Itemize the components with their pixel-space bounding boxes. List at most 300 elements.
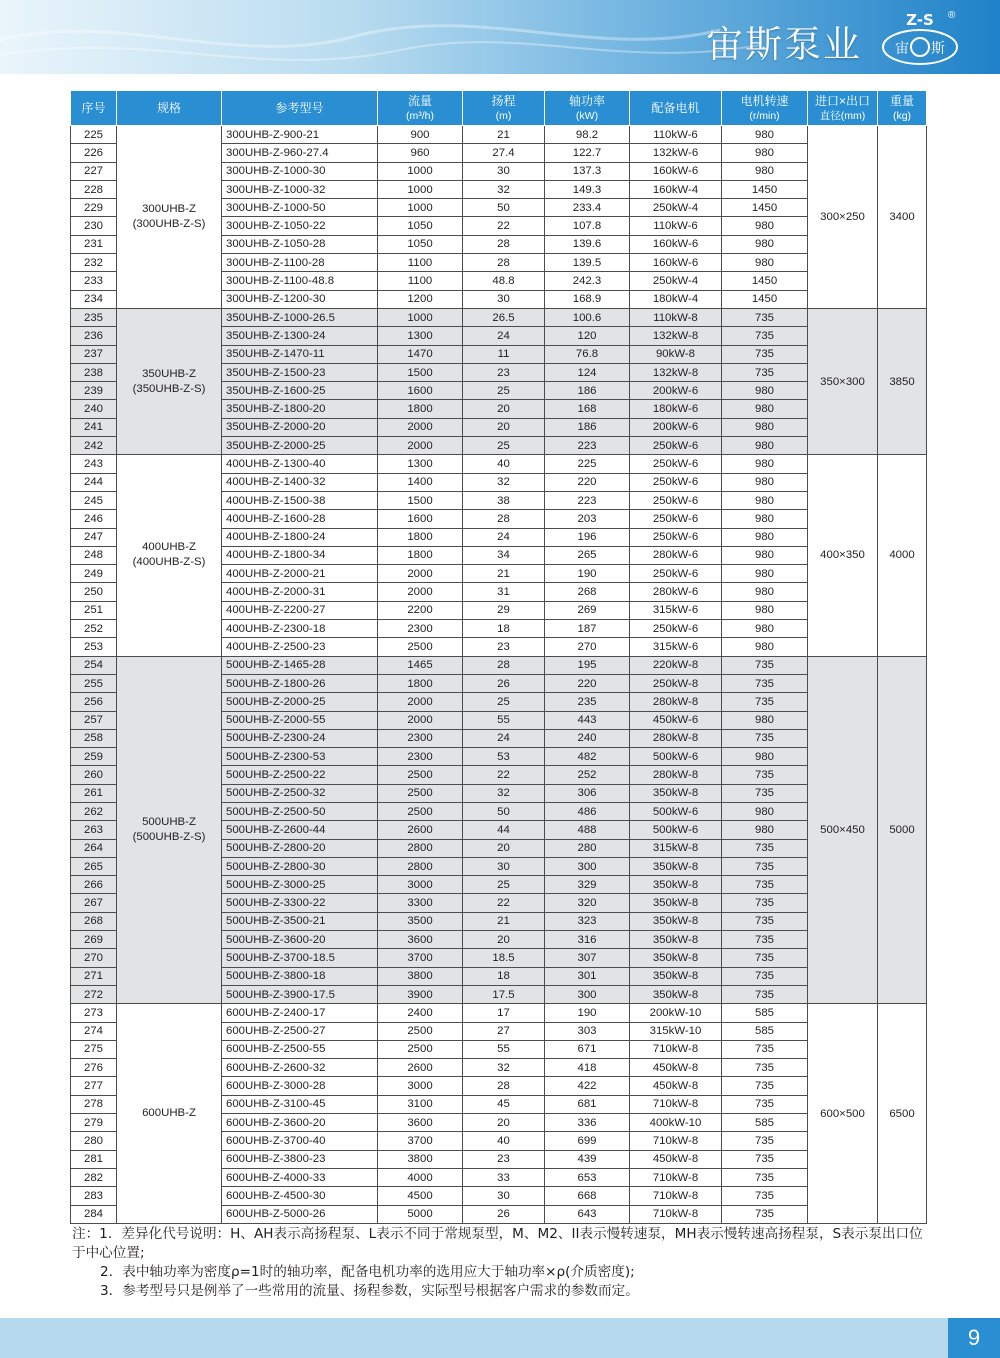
cell-motor: 180kW-6: [630, 400, 722, 418]
cell-motor: 160kW-6: [630, 162, 722, 180]
cell-model: 500UHB-Z-2300-53: [222, 748, 378, 766]
cell-head: 40: [463, 455, 545, 473]
cell-power: 643: [545, 1205, 630, 1223]
cell-head: 50: [463, 199, 545, 217]
cell-speed: 980: [722, 455, 808, 473]
cell-diameter: 350×300: [808, 308, 878, 454]
cell-motor: 250kW-6: [630, 437, 722, 455]
cell-motor: 200kW-6: [630, 382, 722, 400]
cell-no: 284: [71, 1205, 117, 1223]
cell-motor: 450kW-8: [630, 1077, 722, 1095]
spec-line: (500UHB-Z-S): [132, 830, 206, 843]
logo-bottom-text-left: 宙: [895, 41, 909, 57]
cell-speed: 735: [722, 1205, 808, 1223]
cell-flow: 2400: [378, 1004, 463, 1022]
cell-model: 300UHB-Z-1200-30: [222, 290, 378, 308]
cell-diameter: 600×500: [808, 1004, 878, 1224]
cell-no: 251: [71, 601, 117, 619]
table-group: [71, 1004, 927, 1224]
cell-flow: 3000: [378, 876, 463, 894]
spec-line: 600UHB-Z: [142, 1107, 196, 1120]
cell-flow: 2600: [378, 821, 463, 839]
cell-power: 439: [545, 1150, 630, 1168]
cell-power: 98.2: [545, 126, 630, 144]
cell-motor: 450kW-8: [630, 1150, 722, 1168]
cell-motor: 200kW-10: [630, 1004, 722, 1022]
cell-motor: 350kW-8: [630, 912, 722, 930]
cell-motor: 180kW-4: [630, 290, 722, 308]
cell-speed: 980: [722, 382, 808, 400]
cell-model: 500UHB-Z-2000-55: [222, 711, 378, 729]
cell-power: 306: [545, 784, 630, 802]
table-header: [71, 91, 927, 126]
cell-model: 400UHB-Z-2000-31: [222, 583, 378, 601]
cell-power: 203: [545, 510, 630, 528]
cell-motor: 450kW-6: [630, 711, 722, 729]
cell-power: 422: [545, 1077, 630, 1095]
cell-head: 25: [463, 876, 545, 894]
cell-flow: 1050: [378, 235, 463, 253]
cell-speed: 735: [722, 1077, 808, 1095]
cell-spec: [117, 1004, 222, 1224]
cell-power: 653: [545, 1168, 630, 1186]
cell-no: 246: [71, 510, 117, 528]
cell-flow: 3700: [378, 949, 463, 967]
cell-flow: 2600: [378, 1059, 463, 1077]
cell-flow: 1100: [378, 272, 463, 290]
cell-head: 23: [463, 363, 545, 381]
cell-power: 699: [545, 1132, 630, 1150]
cell-motor: 110kW-8: [630, 308, 722, 326]
cell-speed: 735: [722, 1132, 808, 1150]
cell-no: 236: [71, 327, 117, 345]
col-header-weight: 重量 (kg): [878, 91, 927, 126]
table-row: [71, 308, 927, 326]
cell-head: 40: [463, 1132, 545, 1150]
cell-head: 38: [463, 491, 545, 509]
cell-motor: 250kW-6: [630, 491, 722, 509]
cell-flow: 1800: [378, 546, 463, 564]
cell-model: 600UHB-Z-3600-20: [222, 1114, 378, 1132]
cell-power: 195: [545, 656, 630, 674]
cell-spec: [117, 308, 222, 454]
cell-flow: 3600: [378, 931, 463, 949]
cell-power: 120: [545, 327, 630, 345]
cell-flow: 2300: [378, 729, 463, 747]
note-1: 注：1．差异化代号说明：H、AH表示高扬程泵、L表示不同于常规泵型，M、M2、II表示慢转速泵，MH表示慢转速高扬程泵，S表示泵出口位于中心位置;: [72, 1226, 923, 1261]
cell-power: 301: [545, 967, 630, 985]
cell-power: 168.9: [545, 290, 630, 308]
cell-head: 18.5: [463, 949, 545, 967]
cell-model: 300UHB-Z-900-21: [222, 126, 378, 144]
spec-line: (350UHB-Z-S): [132, 382, 206, 395]
cell-speed: 980: [722, 565, 808, 583]
cell-speed: 585: [722, 1022, 808, 1040]
cell-motor: 350kW-8: [630, 967, 722, 985]
cell-power: 225: [545, 455, 630, 473]
cell-power: 220: [545, 674, 630, 692]
cell-head: 18: [463, 620, 545, 638]
cell-model: 600UHB-Z-3000-28: [222, 1077, 378, 1095]
cell-power: 190: [545, 565, 630, 583]
cell-power: 235: [545, 693, 630, 711]
cell-no: 265: [71, 857, 117, 875]
cell-head: 32: [463, 473, 545, 491]
cell-model: 500UHB-Z-2800-20: [222, 839, 378, 857]
cell-speed: 735: [722, 1187, 808, 1205]
page-footer: [0, 1318, 1000, 1358]
cell-head: 17.5: [463, 985, 545, 1003]
cell-weight: 6500: [878, 1004, 927, 1224]
cell-model: 350UHB-Z-2000-25: [222, 437, 378, 455]
cell-model: 400UHB-Z-2000-21: [222, 565, 378, 583]
spec-line: (400UHB-Z-S): [132, 556, 206, 569]
cell-model: 400UHB-Z-2500-23: [222, 638, 378, 656]
col-header-speed: 电机转速 (r/min): [722, 91, 808, 126]
cell-model: 500UHB-Z-2300-24: [222, 729, 378, 747]
cell-head: 22: [463, 894, 545, 912]
note-3: 3．参考型号只是例举了一些常用的流量、扬程参数，实际型号根据客户需求的参数而定。: [100, 1283, 639, 1299]
cell-head: 25: [463, 382, 545, 400]
cell-flow: 2500: [378, 784, 463, 802]
cell-no: 256: [71, 693, 117, 711]
cell-flow: 2000: [378, 437, 463, 455]
cell-model: 500UHB-Z-3500-21: [222, 912, 378, 930]
cell-flow: 1200: [378, 290, 463, 308]
cell-spec: [117, 656, 222, 1004]
cell-model: 500UHB-Z-2600-44: [222, 821, 378, 839]
cell-flow: 2500: [378, 1040, 463, 1058]
cell-model: 350UHB-Z-1600-25: [222, 382, 378, 400]
cell-model: 500UHB-Z-2800-30: [222, 857, 378, 875]
cell-flow: 2000: [378, 565, 463, 583]
cell-speed: 980: [722, 126, 808, 144]
brand-title: 宙斯泵业: [706, 23, 862, 66]
cell-head: 26: [463, 674, 545, 692]
cell-model: 600UHB-Z-3800-23: [222, 1150, 378, 1168]
cell-model: 500UHB-Z-3300-22: [222, 894, 378, 912]
cell-head: 29: [463, 601, 545, 619]
cell-motor: 160kW-6: [630, 235, 722, 253]
cell-speed: 735: [722, 1150, 808, 1168]
cell-head: 30: [463, 1187, 545, 1205]
cell-no: 280: [71, 1132, 117, 1150]
cell-motor: 280kW-6: [630, 546, 722, 564]
cell-model: 600UHB-Z-5000-26: [222, 1205, 378, 1223]
col-header-model: 参考型号: [222, 91, 378, 126]
cell-power: 336: [545, 1114, 630, 1132]
cell-speed: 980: [722, 528, 808, 546]
cell-motor: 132kW-8: [630, 363, 722, 381]
cell-flow: 1000: [378, 308, 463, 326]
cell-speed: 585: [722, 1004, 808, 1022]
cell-motor: 250kW-4: [630, 199, 722, 217]
cell-head: 44: [463, 821, 545, 839]
cell-flow: 1000: [378, 180, 463, 198]
cell-speed: 980: [722, 802, 808, 820]
cell-speed: 980: [722, 748, 808, 766]
cell-motor: 160kW-6: [630, 254, 722, 272]
cell-flow: 2500: [378, 638, 463, 656]
cell-speed: 735: [722, 1040, 808, 1058]
cell-model: 600UHB-Z-2500-55: [222, 1040, 378, 1058]
cell-no: 249: [71, 565, 117, 583]
cell-flow: 4500: [378, 1187, 463, 1205]
cell-head: 20: [463, 931, 545, 949]
col-header-no: 序号: [71, 91, 117, 126]
cell-no: 267: [71, 894, 117, 912]
cell-motor: 160kW-4: [630, 180, 722, 198]
cell-head: 24: [463, 327, 545, 345]
cell-flow: 3800: [378, 967, 463, 985]
cell-no: 235: [71, 308, 117, 326]
cell-power: 139.5: [545, 254, 630, 272]
cell-weight: 5000: [878, 656, 927, 1004]
cell-diameter: 500×450: [808, 656, 878, 1004]
cell-no: 283: [71, 1187, 117, 1205]
cell-speed: 735: [722, 931, 808, 949]
cell-speed: 735: [722, 894, 808, 912]
cell-model: 400UHB-Z-1800-34: [222, 546, 378, 564]
cell-no: 275: [71, 1040, 117, 1058]
cell-head: 28: [463, 510, 545, 528]
cell-no: 252: [71, 620, 117, 638]
cell-model: 500UHB-Z-1800-26: [222, 674, 378, 692]
cell-flow: 3100: [378, 1095, 463, 1113]
cell-power: 307: [545, 949, 630, 967]
cell-speed: 735: [722, 729, 808, 747]
col-header-flow: 流量 (m³/h): [378, 91, 463, 126]
cell-speed: 735: [722, 308, 808, 326]
cell-motor: 110kW-6: [630, 217, 722, 235]
cell-motor: 220kW-8: [630, 656, 722, 674]
cell-speed: 980: [722, 583, 808, 601]
cell-weight: 3850: [878, 308, 927, 454]
cell-no: 261: [71, 784, 117, 802]
cell-speed: 735: [722, 766, 808, 784]
cell-diameter: 400×350: [808, 455, 878, 656]
cell-power: 482: [545, 748, 630, 766]
cell-diameter: 300×250: [808, 126, 878, 309]
cell-motor: 350kW-8: [630, 876, 722, 894]
cell-speed: 980: [722, 437, 808, 455]
cell-no: 243: [71, 455, 117, 473]
cell-head: 32: [463, 784, 545, 802]
cell-no: 273: [71, 1004, 117, 1022]
cell-no: 228: [71, 180, 117, 198]
cell-no: 244: [71, 473, 117, 491]
cell-head: 11: [463, 345, 545, 363]
cell-no: 245: [71, 491, 117, 509]
cell-model: 350UHB-Z-1800-20: [222, 400, 378, 418]
cell-model: 500UHB-Z-3800-18: [222, 967, 378, 985]
cell-flow: 3300: [378, 894, 463, 912]
cell-head: 20: [463, 400, 545, 418]
spec-line: 350UHB-Z: [142, 367, 196, 380]
cell-head: 45: [463, 1095, 545, 1113]
table-group: [71, 656, 927, 1004]
page-header: [0, 0, 1000, 74]
cell-speed: 735: [722, 857, 808, 875]
cell-speed: 980: [722, 418, 808, 436]
table-group: [71, 308, 927, 454]
cell-model: 600UHB-Z-2400-17: [222, 1004, 378, 1022]
cell-motor: 200kW-6: [630, 418, 722, 436]
cell-speed: 735: [722, 949, 808, 967]
cell-power: 186: [545, 418, 630, 436]
cell-head: 34: [463, 546, 545, 564]
cell-head: 53: [463, 748, 545, 766]
cell-head: 28: [463, 656, 545, 674]
cell-head: 48.8: [463, 272, 545, 290]
cell-no: 271: [71, 967, 117, 985]
cell-motor: 500kW-6: [630, 748, 722, 766]
cell-motor: 500kW-6: [630, 821, 722, 839]
cell-no: 255: [71, 674, 117, 692]
spec-line: 300UHB-Z: [142, 202, 196, 215]
cell-no: 274: [71, 1022, 117, 1040]
col-header-spec: 规格: [117, 91, 222, 126]
table-group: [71, 126, 927, 309]
cell-no: 266: [71, 876, 117, 894]
cell-motor: 110kW-6: [630, 126, 722, 144]
cell-power: 443: [545, 711, 630, 729]
cell-power: 671: [545, 1040, 630, 1058]
cell-power: 418: [545, 1059, 630, 1077]
cell-speed: 735: [722, 363, 808, 381]
cell-no: 225: [71, 126, 117, 144]
cell-speed: 980: [722, 254, 808, 272]
cell-head: 32: [463, 180, 545, 198]
cell-power: 323: [545, 912, 630, 930]
cell-head: 26: [463, 1205, 545, 1223]
cell-speed: 585: [722, 1114, 808, 1132]
cell-speed: 735: [722, 876, 808, 894]
cell-model: 400UHB-Z-1300-40: [222, 455, 378, 473]
cell-no: 276: [71, 1059, 117, 1077]
cell-power: 190: [545, 1004, 630, 1022]
cell-model: 400UHB-Z-1400-32: [222, 473, 378, 491]
cell-flow: 1300: [378, 327, 463, 345]
cell-no: 264: [71, 839, 117, 857]
cell-motor: 250kW-4: [630, 272, 722, 290]
cell-no: 231: [71, 235, 117, 253]
cell-head: 26.5: [463, 308, 545, 326]
cell-power: 316: [545, 931, 630, 949]
cell-motor: 450kW-8: [630, 1059, 722, 1077]
cell-model: 400UHB-Z-1800-24: [222, 528, 378, 546]
cell-no: 234: [71, 290, 117, 308]
table-row: [71, 126, 927, 144]
cell-speed: 735: [722, 912, 808, 930]
cell-head: 25: [463, 693, 545, 711]
cell-model: 350UHB-Z-1470-11: [222, 345, 378, 363]
cell-motor: 350kW-8: [630, 949, 722, 967]
cell-power: 187: [545, 620, 630, 638]
cell-speed: 735: [722, 674, 808, 692]
cell-model: 600UHB-Z-2600-32: [222, 1059, 378, 1077]
cell-no: 242: [71, 437, 117, 455]
cell-motor: 710kW-8: [630, 1205, 722, 1223]
cell-spec: [117, 126, 222, 309]
cell-head: 25: [463, 437, 545, 455]
cell-head: 23: [463, 1150, 545, 1168]
cell-no: 277: [71, 1077, 117, 1095]
cell-speed: 735: [722, 656, 808, 674]
cell-head: 27: [463, 1022, 545, 1040]
cell-model: 400UHB-Z-2300-18: [222, 620, 378, 638]
cell-model: 350UHB-Z-1500-23: [222, 363, 378, 381]
cell-motor: 250kW-8: [630, 674, 722, 692]
cell-motor: 280kW-8: [630, 766, 722, 784]
cell-head: 31: [463, 583, 545, 601]
cell-model: 600UHB-Z-3100-45: [222, 1095, 378, 1113]
cell-power: 223: [545, 491, 630, 509]
cell-model: 500UHB-Z-3000-25: [222, 876, 378, 894]
cell-power: 329: [545, 876, 630, 894]
cell-flow: 1050: [378, 217, 463, 235]
cell-motor: 710kW-8: [630, 1168, 722, 1186]
cell-motor: 710kW-8: [630, 1187, 722, 1205]
cell-power: 252: [545, 766, 630, 784]
cell-speed: 1450: [722, 290, 808, 308]
cell-head: 23: [463, 638, 545, 656]
cell-flow: 1100: [378, 254, 463, 272]
cell-model: 300UHB-Z-1100-28: [222, 254, 378, 272]
cell-no: 262: [71, 802, 117, 820]
cell-flow: 1800: [378, 528, 463, 546]
cell-motor: 315kW-6: [630, 601, 722, 619]
cell-power: 107.8: [545, 217, 630, 235]
cell-flow: 2800: [378, 839, 463, 857]
cell-no: 259: [71, 748, 117, 766]
cell-power: 233.4: [545, 199, 630, 217]
cell-speed: 980: [722, 510, 808, 528]
cell-power: 303: [545, 1022, 630, 1040]
cell-model: 400UHB-Z-1500-38: [222, 491, 378, 509]
cell-motor: 250kW-6: [630, 510, 722, 528]
cell-model: 500UHB-Z-2500-22: [222, 766, 378, 784]
cell-no: 240: [71, 400, 117, 418]
cell-model: 300UHB-Z-1050-28: [222, 235, 378, 253]
cell-head: 22: [463, 217, 545, 235]
cell-model: 600UHB-Z-4500-30: [222, 1187, 378, 1205]
col-header-motor: 配备电机: [630, 91, 722, 126]
cell-power: 300: [545, 985, 630, 1003]
cell-no: 241: [71, 418, 117, 436]
cell-head: 21: [463, 912, 545, 930]
cell-model: 400UHB-Z-2200-27: [222, 601, 378, 619]
cell-no: 281: [71, 1150, 117, 1168]
cell-speed: 980: [722, 473, 808, 491]
footnotes: [72, 1225, 932, 1301]
cell-model: 300UHB-Z-1050-22: [222, 217, 378, 235]
cell-power: 265: [545, 546, 630, 564]
cell-no: 258: [71, 729, 117, 747]
cell-speed: 735: [722, 839, 808, 857]
cell-flow: 1400: [378, 473, 463, 491]
cell-power: 100.6: [545, 308, 630, 326]
cell-flow: 3000: [378, 1077, 463, 1095]
cell-flow: 1800: [378, 674, 463, 692]
cell-head: 22: [463, 766, 545, 784]
cell-model: 350UHB-Z-1300-24: [222, 327, 378, 345]
cell-model: 300UHB-Z-1000-30: [222, 162, 378, 180]
cell-head: 55: [463, 1040, 545, 1058]
cell-head: 28: [463, 254, 545, 272]
cell-power: 139.6: [545, 235, 630, 253]
cell-head: 50: [463, 802, 545, 820]
